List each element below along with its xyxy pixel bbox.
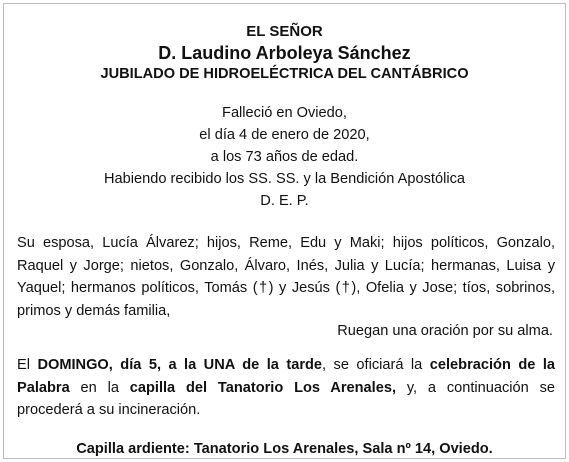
rip: D. E. P. bbox=[260, 193, 309, 209]
family-line: Su esposa, Lucía Álvarez; hijos, Reme, Edu y Maki; hijos políticos, Gonzalo, bbox=[17, 235, 555, 251]
ceremony-type: celebración de la bbox=[429, 357, 555, 373]
family-line: Raquel y Jorge; nietos, Gonzalo, Álvaro, Inés, Julia y Lucía; hermanas, Luisa y bbox=[17, 257, 555, 274]
chapel-line: Capilla ardiente: Tanatorio Los Arenales, Sala nº 14, Oviedo. bbox=[76, 441, 493, 457]
chapel-info bbox=[4, 438, 565, 460]
header bbox=[4, 22, 565, 84]
ceremony-paragraph bbox=[17, 354, 555, 422]
sacraments: Habiendo recibido los SS. SS. y la Bendición Apostólica bbox=[103, 171, 465, 187]
ceremony-location: capilla del Tanatorio Los Arenales, bbox=[129, 379, 397, 396]
death-notice bbox=[4, 102, 565, 212]
family-list bbox=[17, 232, 555, 322]
ceremony-date: DOMINGO, día 5, a la UNA de la tarde bbox=[37, 357, 323, 373]
ceremony-line: procederá a su incineración. bbox=[17, 402, 201, 418]
obituary-notice bbox=[3, 3, 566, 459]
family-line: Yaquel; hermanos políticos, Tomás (†) y Jesús (†), Ofelia y Jose; tíos, sobrinos, bbox=[17, 280, 555, 296]
age: a los 73 años de edad. bbox=[210, 149, 359, 165]
ceremony-type-cont: Palabra bbox=[17, 379, 70, 396]
ceremony-line: Palabra en la capilla del Tanatorio Los Arenales, y, a continuación se bbox=[17, 379, 555, 396]
occupation: JUBILADO DE HIDROELÉCTRICA DEL CANTÁBRICO bbox=[100, 66, 469, 82]
death-date: el día 4 de enero de 2020, bbox=[199, 127, 370, 143]
family-line: primos y demás familia, bbox=[17, 302, 171, 319]
ceremony-line: El DOMINGO, día 5, a la UNA de la tarde, se oficiará la celebración de la bbox=[17, 357, 555, 373]
prayer-request: Ruegan una oración por su alma. bbox=[337, 323, 553, 339]
honorific: EL SEÑOR bbox=[246, 23, 323, 40]
death-place: Falleció en Oviedo, bbox=[222, 105, 347, 121]
deceased-name: D. Laudino Arboleya Sánchez bbox=[158, 43, 411, 63]
